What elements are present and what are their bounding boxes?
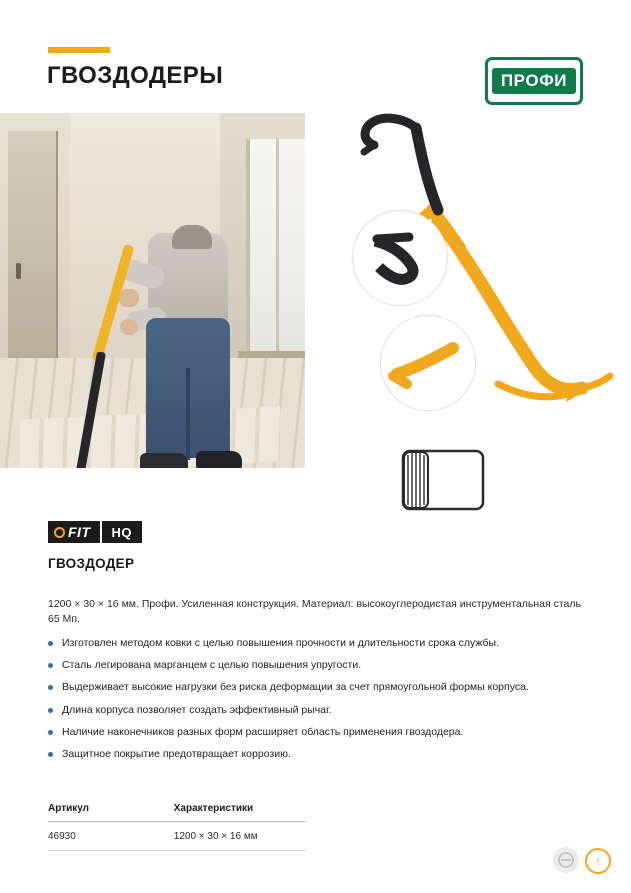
brand-hq-badge [102, 521, 143, 543]
status-badge [485, 57, 583, 105]
arrow-up-icon[interactable] [585, 848, 611, 874]
page-title: ГВОЗДОДЕРЫ [47, 62, 224, 89]
photo-door-handle [16, 263, 21, 279]
fit-circle-glyph [557, 851, 575, 869]
column-header-article: Артикул [48, 800, 102, 822]
product-name: ГВОЗДОДЕР [48, 556, 135, 571]
list-item: Длина корпуса позволяет создать эффективный рычаг. [48, 703, 593, 718]
title-accent-rule [48, 47, 110, 53]
photo-person-shoe-right [196, 451, 242, 468]
list-item: Защитное покрытие предотвращает коррозию. [48, 747, 593, 762]
flat-tip-detail-icon [381, 316, 473, 408]
photo-person-head [172, 225, 212, 249]
list-item: Наличие наконечников разных форм расширяет область применения гвоздодера. [48, 725, 593, 740]
brand-fit-logo [48, 521, 100, 543]
list-item: Изготовлен методом ковки с целью повышения прочности и длительности срока службы. [48, 636, 593, 651]
feature-list [48, 636, 593, 769]
hero-photo [0, 113, 305, 468]
photo-person-hand-upper [119, 289, 139, 307]
callout-circle-tip [380, 315, 476, 411]
table-row [48, 822, 306, 851]
list-item: Выдерживает высокие нагрузки без риска деформации за счет прямоугольной формы корпуса. [48, 680, 593, 695]
specification-table [48, 800, 306, 851]
brand-logos [48, 521, 142, 543]
table-header-row [48, 800, 306, 822]
arrow-up-glyph: ↑ [595, 854, 601, 868]
cell-characteristics: 1200 × 30 × 16 мм [102, 822, 306, 851]
status-badge-label: ПРОФИ [492, 68, 576, 94]
fit-logo-icon [54, 527, 65, 538]
photo-person-hand-lower [120, 319, 138, 335]
brand-hq-label: HQ [111, 524, 132, 540]
product-illustration [320, 110, 620, 420]
product-description: 1200 × 30 × 16 мм. Профи. Усиленная конструкция. Материал: высокоуглеродистая инструментальная сталь 65 Мп. [48, 597, 581, 626]
photo-window [246, 139, 305, 356]
claw-detail-icon [353, 211, 445, 303]
column-header-characteristics: Характеристики [102, 800, 306, 822]
fit-circle-icon [553, 847, 579, 873]
callout-circle-claw [352, 210, 448, 306]
photo-person-legs-gap [186, 368, 190, 460]
cell-article: 46930 [48, 822, 102, 851]
sleeve-icon [385, 437, 510, 532]
photo-door [8, 131, 58, 367]
brand-fit-label: FIT [68, 524, 91, 540]
photo-person-shoe-left [140, 453, 188, 468]
accessory-sleeve [385, 437, 510, 532]
list-item: Сталь легирована марганцем с целью повышения упругости. [48, 658, 593, 673]
